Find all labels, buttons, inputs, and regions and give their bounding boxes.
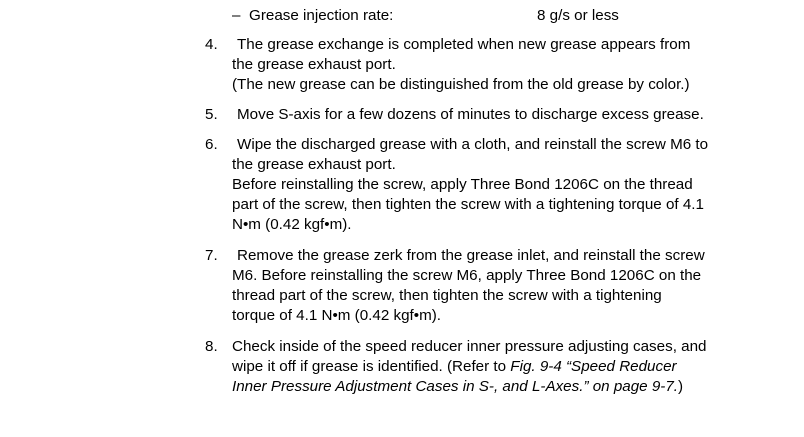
step-number: 6. [205,136,218,153]
step-line: Wipe the discharged grease with a cloth, and reinstall the screw M6 to [237,136,709,153]
grease-rate-label: Grease injection rate: [249,7,394,24]
step-line: part of the screw, then tighten the screw with a tightening torque of 4.1 [232,196,704,213]
step-line: Move S-axis for a few dozens of minutes to discharge excess grease. [237,106,704,123]
step-line: (The new grease can be distinguished from the old grease by color.) [232,76,690,93]
step-number: 4. [205,36,218,53]
step-line [232,357,762,377]
step-line: M6. Before reinstalling the screw M6, apply Three Bond 1206C on the [232,267,702,284]
step-line: the grease exhaust port. [232,156,396,173]
step-line: Remove the grease zerk from the grease inlet, and reinstall the screw [237,247,705,264]
step-text [232,135,762,235]
step-number: 8. [205,338,218,355]
grease-rate-value: 8 g/s or less [537,7,619,24]
step-text-plain: ) [678,378,684,395]
step-text [232,337,762,397]
figure-reference-cont: Inner Pressure Adjustment Cases in S-, and L-Axes.” on page 9-7. [232,378,679,395]
step-line [232,377,762,397]
step-number: 7. [205,247,218,264]
step-number: 5. [205,106,218,123]
step-line: Check inside of the speed reducer inner pressure adjusting cases, and [232,338,707,355]
figure-reference: Fig. 9-4 “Speed Reducer [510,358,677,375]
step-line: thread part of the screw, then tighten the screw with a tightening [232,287,662,304]
step-text-plain: wipe it off if grease is identified. (Refer to [232,358,511,375]
step-line: the grease exhaust port. [232,56,396,73]
bullet-dash: – [232,7,241,24]
step-line: The grease exchange is completed when new grease appears from [237,36,691,53]
step-text [232,246,762,326]
step-line: N•m (0.42 kgf•m). [232,216,352,233]
step-text [232,35,762,95]
step-line: torque of 4.1 N•m (0.42 kgf•m). [232,307,441,324]
step-line: Before reinstalling the screw, apply Three Bond 1206C on the thread [232,176,693,193]
step-text [232,105,762,125]
